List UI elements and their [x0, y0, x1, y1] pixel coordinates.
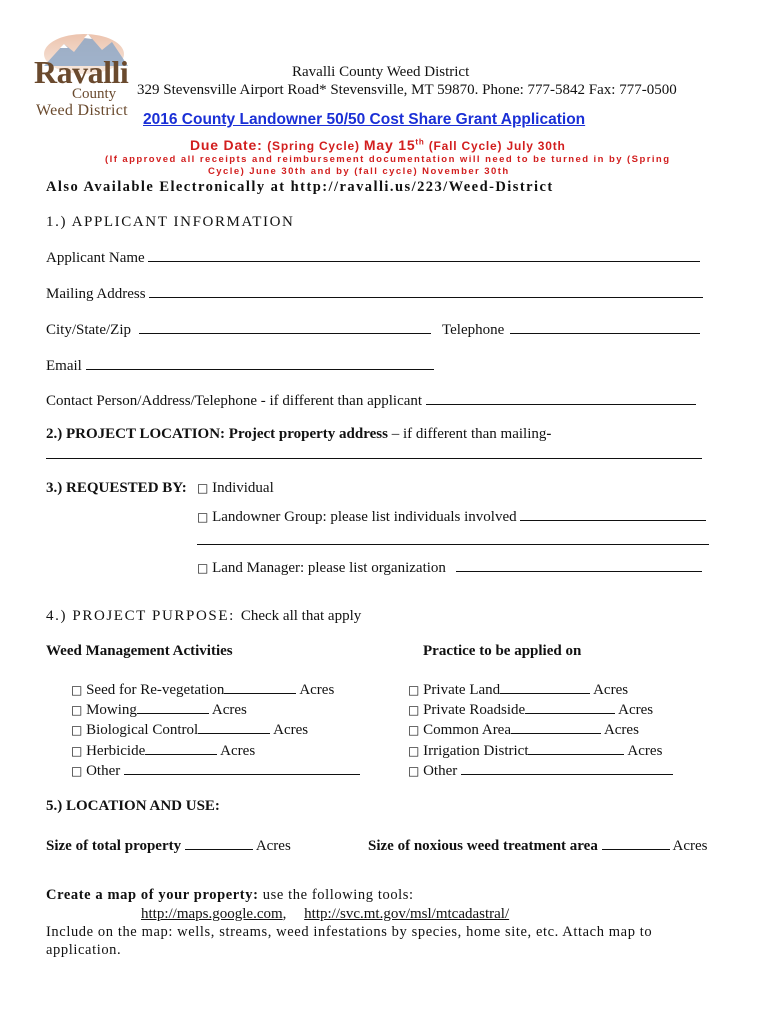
- logo-weed-district: Weed District: [36, 102, 128, 119]
- activity-item[interactable]: [71, 740, 255, 760]
- practice-acres-field[interactable]: [511, 719, 601, 734]
- section-4-heading: 4.) PROJECT PURPOSE:: [46, 608, 235, 624]
- city-state-zip-field[interactable]: [139, 319, 431, 334]
- practices-column-title: Practice to be applied on: [423, 643, 582, 659]
- map-instructions-line-1: Include on the map: wells, streams, weed infestations by species, home site, etc. Attach map to: [46, 924, 653, 940]
- logo-county: County: [72, 86, 117, 102]
- practice-label: Other: [423, 763, 458, 779]
- practice-label: Common Area: [423, 722, 511, 738]
- map-links-row: [141, 906, 509, 923]
- section-2-heading-row: [46, 426, 551, 443]
- practice-checkbox[interactable]: □: [408, 744, 420, 758]
- activity-checkbox[interactable]: □: [71, 744, 83, 758]
- total-property-row: [46, 835, 291, 855]
- land-manager-checkbox[interactable]: □: [197, 561, 209, 575]
- landowner-group-field[interactable]: [520, 506, 706, 521]
- landowner-group-field-2[interactable]: [197, 532, 709, 545]
- practice-checkbox[interactable]: □: [408, 764, 420, 778]
- due-date-line: [190, 137, 566, 153]
- telephone-row: [442, 319, 700, 339]
- due-fall: (Fall Cycle) July 30th: [424, 139, 566, 153]
- practice-label: Private Roadside: [423, 702, 526, 718]
- activity-acres-field[interactable]: [198, 719, 270, 734]
- acres-label: Acres: [255, 838, 291, 854]
- activity-checkbox[interactable]: □: [71, 703, 83, 717]
- due-sup: th: [415, 137, 425, 147]
- email-label: Email: [46, 358, 82, 374]
- google-maps-link[interactable]: http://maps.google.com: [141, 906, 283, 922]
- practice-checkbox[interactable]: □: [408, 683, 420, 697]
- applicant-name-row: [46, 247, 700, 267]
- email-field[interactable]: [86, 355, 434, 370]
- due-may: May 15: [363, 137, 416, 153]
- treatment-area-field[interactable]: [602, 835, 670, 850]
- electronic-availability: Also Available Electronically at http://ravalli.us/223/Weed-District: [46, 179, 554, 195]
- telephone-field[interactable]: [510, 319, 700, 334]
- landowner-group-label: Landowner Group: please list individuals involved: [212, 509, 517, 525]
- treatment-area-row: [368, 835, 708, 855]
- total-property-field[interactable]: [185, 835, 253, 850]
- address-line: 329 Stevensville Airport Road* Stevensville, MT 59870. Phone: 777-5842 Fax: 777-0500: [137, 82, 677, 98]
- activity-checkbox[interactable]: □: [71, 764, 83, 778]
- activity-item[interactable]: [71, 760, 360, 780]
- activity-item[interactable]: [71, 679, 334, 699]
- map-instructions-line-2: application.: [46, 942, 122, 958]
- due-spring: (Spring Cycle): [267, 139, 364, 153]
- activity-acres-field[interactable]: [145, 740, 217, 755]
- map-heading-tail: use the following tools:: [258, 887, 414, 903]
- acres-label: Acres: [593, 682, 629, 698]
- practice-item[interactable]: [408, 679, 628, 699]
- activity-label: Mowing: [86, 702, 137, 718]
- practice-item[interactable]: [408, 740, 662, 760]
- mailing-address-label: Mailing Address: [46, 286, 146, 302]
- applicant-name-field[interactable]: [148, 247, 700, 262]
- individual-label: Individual: [212, 480, 274, 496]
- due-label: Due Date:: [190, 137, 268, 153]
- map-heading-row: [46, 887, 414, 904]
- note-line-2: Cycle) June 30th and by (fall cycle) November 30th: [208, 166, 510, 177]
- activity-label: Other: [86, 763, 121, 779]
- acres-label: Acres: [618, 702, 654, 718]
- practice-item[interactable]: [408, 719, 639, 739]
- activity-acres-field[interactable]: [137, 699, 209, 714]
- section-2-heading: 2.) PROJECT LOCATION: Project property address: [46, 426, 388, 442]
- acres-label: Acres: [273, 722, 309, 738]
- acres-label: Acres: [672, 838, 708, 854]
- activity-checkbox[interactable]: □: [71, 683, 83, 697]
- practice-item[interactable]: [408, 760, 673, 780]
- activity-label: Seed for Re-vegetation: [86, 682, 225, 698]
- activity-item[interactable]: [71, 719, 308, 739]
- individual-checkbox[interactable]: □: [197, 481, 209, 495]
- section-2-tail: – if different than mailing: [387, 426, 547, 442]
- individual-option[interactable]: [197, 480, 274, 497]
- page-title: 2016 County Landowner 50/50 Cost Share Grant Application: [143, 111, 586, 128]
- landowner-group-option[interactable]: [197, 506, 706, 526]
- applicant-name-label: Applicant Name: [46, 250, 145, 266]
- email-row: [46, 355, 434, 375]
- telephone-label: Telephone: [442, 322, 505, 338]
- activity-acres-field[interactable]: [224, 679, 296, 694]
- activity-item[interactable]: [71, 699, 247, 719]
- land-manager-option[interactable]: [197, 557, 702, 577]
- contact-field[interactable]: [426, 390, 696, 405]
- section-3-heading: 3.) REQUESTED BY:: [46, 480, 187, 496]
- practice-item[interactable]: [408, 699, 653, 719]
- mailing-address-row: [46, 283, 703, 303]
- section-1-heading: 1.) APPLICANT INFORMATION: [46, 214, 295, 230]
- city-state-zip-label: City/State/Zip: [46, 322, 131, 338]
- city-state-zip-row: [46, 319, 431, 339]
- practice-checkbox[interactable]: □: [408, 703, 420, 717]
- acres-label: Acres: [211, 702, 247, 718]
- practice-label: Private Land: [423, 682, 501, 698]
- practice-acres-field[interactable]: [525, 699, 615, 714]
- practice-acres-field[interactable]: [500, 679, 590, 694]
- section-5-heading: 5.) LOCATION AND USE:: [46, 798, 220, 814]
- land-manager-label: Land Manager: please list organization: [212, 560, 446, 576]
- activity-other-field[interactable]: [124, 760, 360, 775]
- practice-label: Irrigation District: [423, 743, 529, 759]
- map-heading: Create a map of your property:: [46, 887, 259, 903]
- org-name: Ravalli County Weed District: [292, 64, 470, 80]
- practice-other-field[interactable]: [461, 760, 673, 775]
- land-manager-field[interactable]: [456, 557, 702, 572]
- contact-row: [46, 390, 696, 410]
- project-location-field[interactable]: [46, 446, 702, 459]
- acres-label: Acres: [220, 743, 256, 759]
- contact-label: Contact Person/Address/Telephone - if different than applicant: [46, 393, 423, 409]
- activity-checkbox[interactable]: □: [71, 723, 83, 737]
- mt-cadastral-link[interactable]: http://svc.mt.gov/msl/mtcadastral/: [304, 906, 510, 922]
- practice-acres-field[interactable]: [528, 740, 624, 755]
- mailing-address-field[interactable]: [149, 283, 703, 298]
- note-line-1: (If approved all receipts and reimbursement documentation will need to be turned in by (Spring: [105, 154, 671, 165]
- activity-label: Biological Control: [86, 722, 199, 738]
- section-2-dash: -: [546, 426, 552, 442]
- acres-label: Acres: [299, 682, 335, 698]
- link-comma: ,: [282, 906, 287, 922]
- district-logo: [30, 26, 136, 122]
- acres-label: Acres: [603, 722, 639, 738]
- section-4-heading-row: [46, 607, 361, 625]
- treatment-area-label: Size of noxious weed treatment area: [368, 838, 598, 854]
- landowner-group-checkbox[interactable]: □: [197, 510, 209, 524]
- total-property-label: Size of total property: [46, 838, 182, 854]
- logo-ravalli: Ravalli: [34, 54, 129, 90]
- activity-label: Herbicide: [86, 743, 146, 759]
- acres-label: Acres: [627, 743, 663, 759]
- section-4-subheading: Check all that apply: [240, 608, 362, 624]
- activities-column-title: Weed Management Activities: [46, 643, 233, 659]
- practice-checkbox[interactable]: □: [408, 723, 420, 737]
